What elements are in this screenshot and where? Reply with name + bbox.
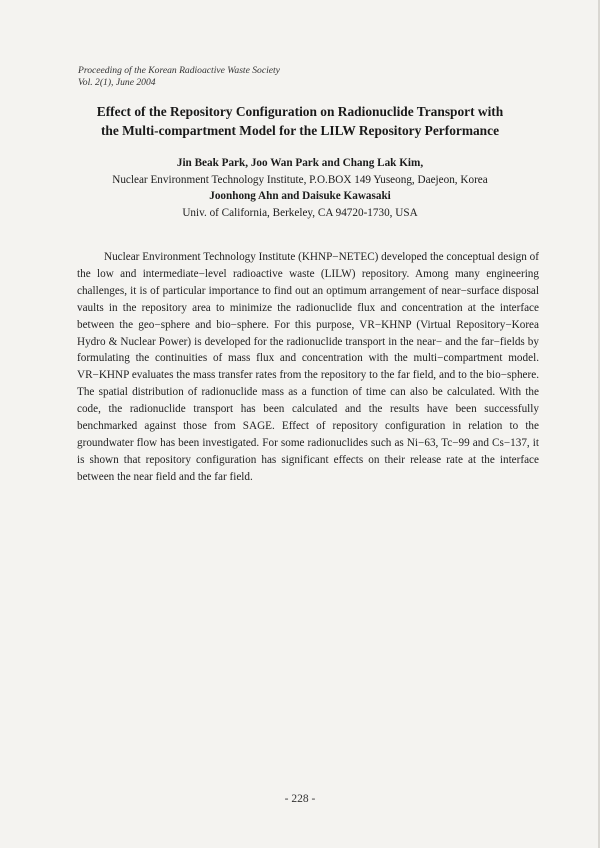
paper-title [40, 102, 560, 140]
author-block [40, 155, 560, 221]
author-names-1: Jin Beak Park, Joo Wan Park and Chang Lak Kim, [176, 157, 424, 169]
affiliation-1: Nuclear Environment Technology Institute, P.O.BOX 149 Yuseong, Daejeon, Korea [112, 173, 488, 186]
abstract-text: Nuclear Environment Technology Institute (KHNP−NETEC) developed the conceptual design of the low and intermediate−level radioactive waste (LILW) repository. Among many engineering challenges, it is of particular importance to find out an optimum arrangement of near−surface disposal vaults in the repository area to minimize the radionuclide flux and concentration at the interface between the geo−sphere and bio−sphere. For this purpose, VR−KHNP (Virtual Repository−Korea Hydro & Nuclear Power) is developed for the radionuclide transport in the near− and the far−fields by formulating the continuities of mass flux and concentration with the multi−compartment model. VR−KHNP evaluates the mass transfer rates from the repository to the far field, and to the bio−sphere. The spatial distribution of radionuclide mass as a function of time can also be calculated. With the code, the radionuclide transport has been calculated and the results have been successfully benchmarked against those from SAGE. Effect of repository configuration in relation to the groundwater flow has been investigated. For some radionuclides such as Ni−63, Tc−99 and Cs−137, it is shown that repository configuration has significant effects on their release rate at the interface between the near field and the far field. [77, 251, 539, 483]
journal-name: Proceeding of the Korean Radioactive Waste Society [78, 65, 280, 76]
title-line-2: the Multi-compartment Model for the LILW Repository Performance [100, 123, 500, 138]
journal-header [78, 65, 280, 89]
page-number: - 228 - [284, 793, 316, 805]
author-names-2: Joonhong Ahn and Daisuke Kawasaki [209, 190, 391, 202]
title-line-1: Effect of the Repository Configuration on Radionuclide Transport with [96, 104, 504, 119]
journal-volume: Vol. 2(1), June 2004 [78, 77, 156, 88]
affiliation-2: Univ. of California, Berkeley, CA 94720-1730, USA [182, 206, 418, 219]
